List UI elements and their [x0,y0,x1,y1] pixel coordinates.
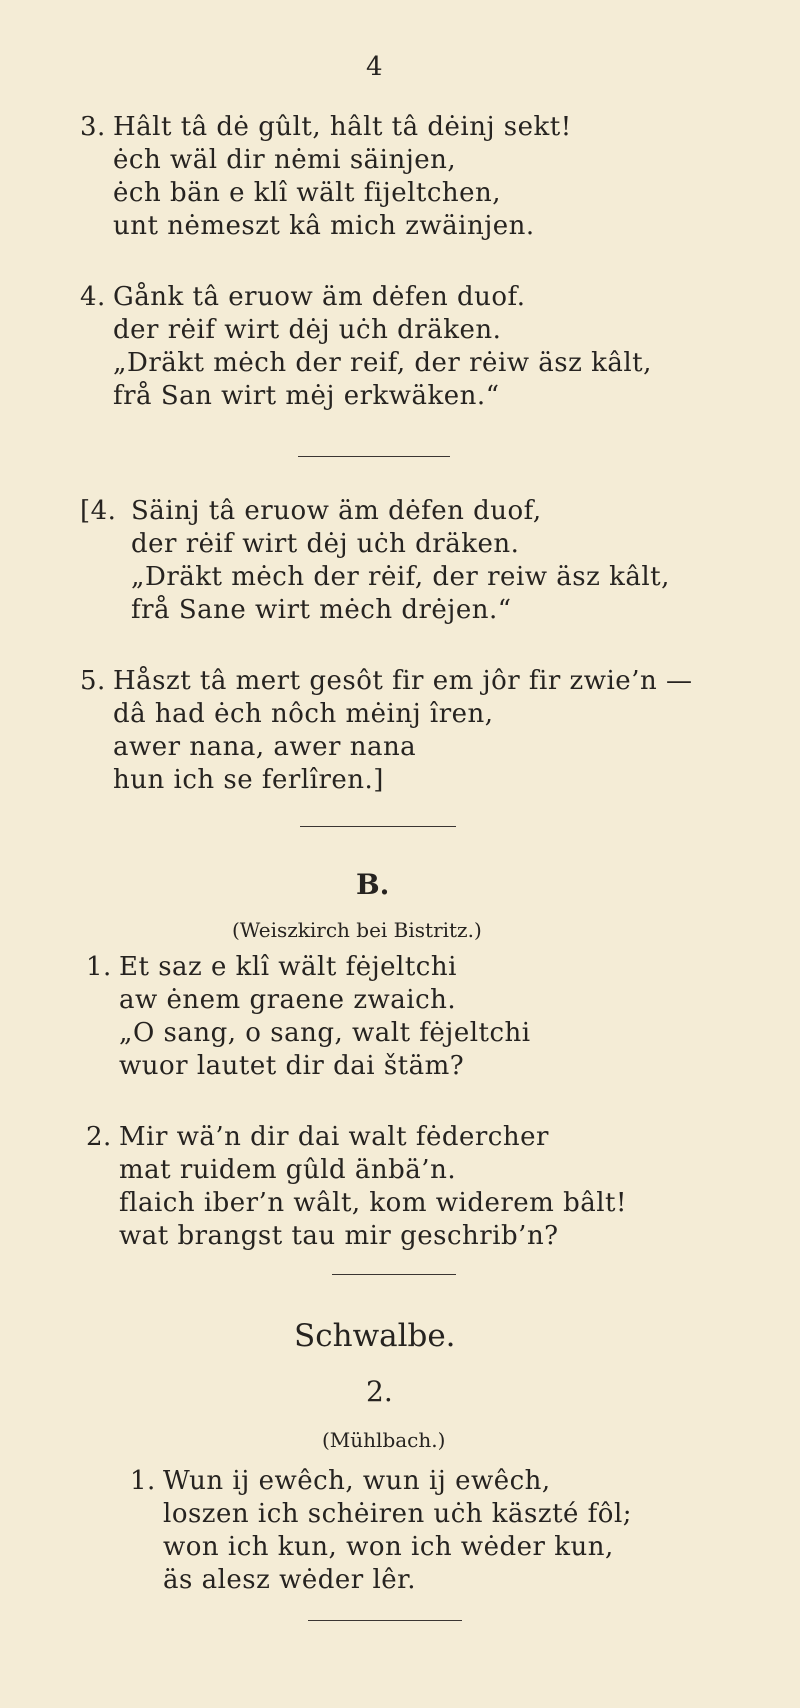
song-location: (Mühlbach.) [322,1428,446,1452]
section-letter: B. [356,868,390,901]
divider-rule [300,826,456,827]
verse-line: wuor lautet dir dai štäm? [119,1051,465,1081]
divider-rule [308,1620,462,1621]
verse-line: mat ruidem gûld änbä’n. [119,1155,457,1185]
verse-line: unt nėmeszt kâ mich zwäinjen. [113,211,535,241]
divider-rule [298,456,450,457]
verse-line: frå San wirt mėj erkwäken.“ [113,381,500,411]
page-number: 4 [366,52,383,82]
stanza-number: 4. [80,282,106,312]
verse-line: der rėif wirt dėj uċh dräken. [131,529,520,559]
verse-line: „O sang, o sang, walt fėjeltchi [119,1018,531,1048]
verse-line: ėch bän e klî wält fijeltchen, [113,178,502,208]
verse-line: Gånk tâ eruow äm dėfen duof. [113,282,526,312]
verse-line: Säinj tâ eruow äm dėfen duof, [131,496,542,526]
verse-line: aw ėnem graene zwaich. [119,985,457,1015]
verse-line: wat brangst tau mir geschrib’n? [119,1221,559,1251]
verse-line: „Dräkt mėch der reif, der rėiw äsz kâlt, [113,348,652,378]
verse-line: Mir wä’n dir dai walt fėdercher [119,1122,549,1152]
verse-line: won ich kun, won ich wėder kun, [163,1532,614,1562]
verse-line: frå Sane wirt mėch drėjen.“ [131,595,512,625]
section-location: (Weiszkirch bei Bistritz.) [232,918,482,942]
verse-line: awer nana, awer nana [113,732,417,762]
verse-line: loszen ich schėiren uċh käszté fôl; [163,1499,633,1529]
stanza-number: 1. [86,952,112,982]
verse-line: hun ich se ferlîren.] [113,765,384,795]
verse-line: der rėif wirt dėj uċh dräken. [113,315,502,345]
song-number: 2. [366,1375,393,1408]
verse-line: äs alesz wėder lêr. [163,1565,417,1595]
verse-line: Hâlt tâ dė gûlt, hâlt tâ dėinj sekt! [113,112,572,142]
verse-line: „Dräkt mėch der rėif, der reiw äsz kâlt, [131,562,670,592]
song-title: Schwalbe. [294,1318,456,1354]
verse-line: Et saz e klî wält fėjeltchi [119,952,457,982]
variant-bracket-number: [4. [80,496,117,526]
verse-line: dâ had ėch nôch mėinj îren, [113,699,494,729]
verse-line: ėch wäl dir nėmi säinjen, [113,145,457,175]
stanza-number: 5. [80,666,106,696]
verse-line: Håszt tâ mert gesôt fir em jôr fir zwie’n — [113,666,693,696]
divider-rule [332,1274,456,1275]
stanza-number: 2. [86,1122,112,1152]
verse-line: flaich iber’n wâlt, kom widerem bâlt! [119,1188,627,1218]
verse-line: Wun ij ewêch, wun ij ewêch, [163,1466,551,1496]
stanza-number: 1. [130,1466,156,1496]
stanza-number: 3. [80,112,106,142]
